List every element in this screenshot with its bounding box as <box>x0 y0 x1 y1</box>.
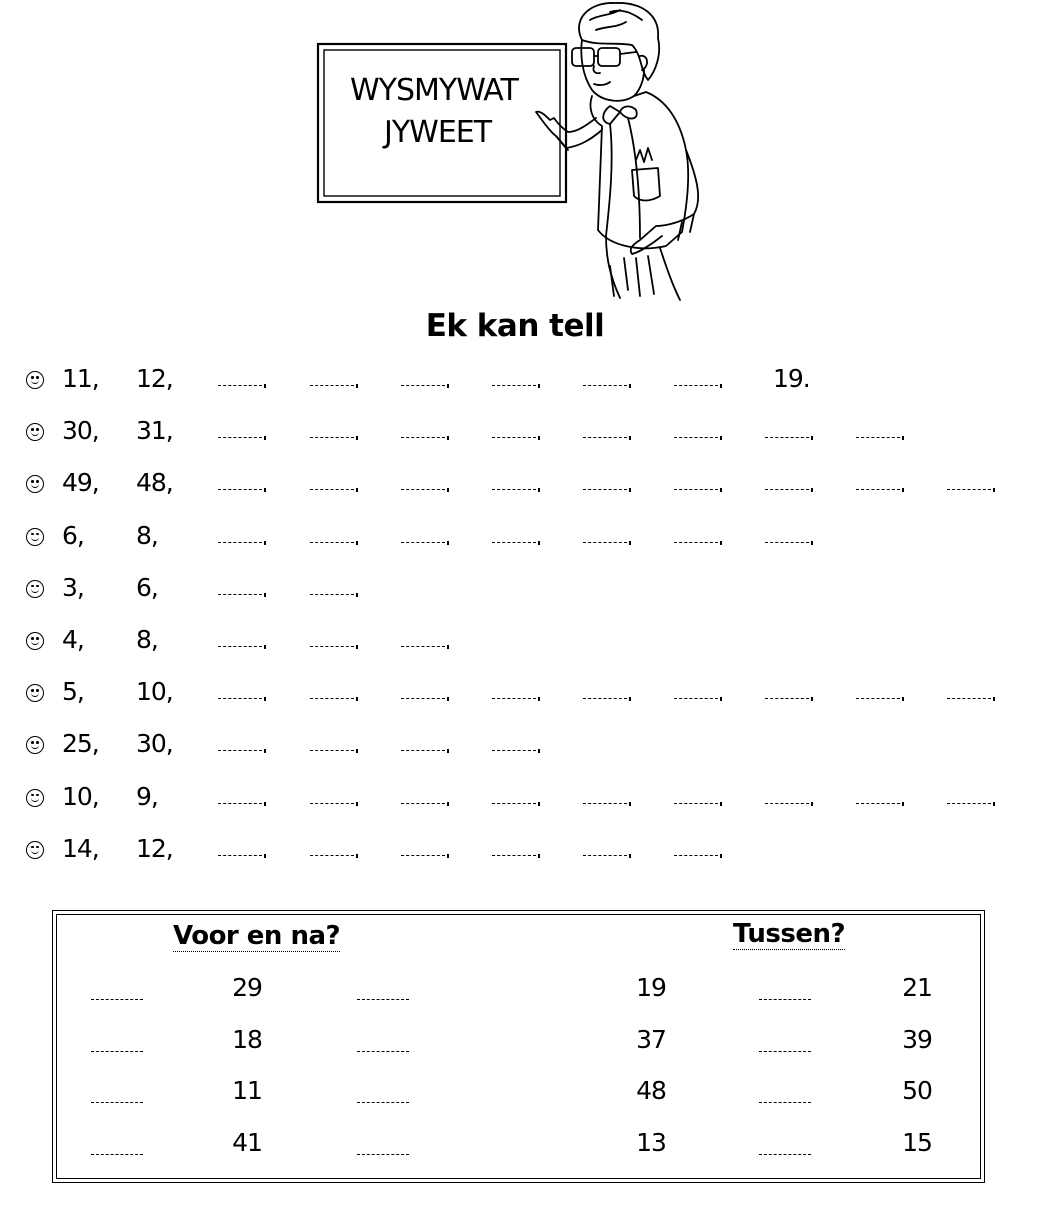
smiley-icon <box>26 841 44 859</box>
answer-blank[interactable] <box>492 803 536 804</box>
answer-blank[interactable] <box>310 698 354 699</box>
answer-blank[interactable] <box>492 698 536 699</box>
worksheet-title: Ek kan tell <box>425 308 605 344</box>
start-number: 6, <box>62 520 84 550</box>
answer-blank[interactable] <box>310 803 354 804</box>
answer-blank[interactable] <box>492 750 536 751</box>
answer-blank[interactable] <box>674 803 718 804</box>
voor-blank[interactable] <box>91 999 143 1000</box>
answer-blank[interactable] <box>856 803 900 804</box>
tussen-blank[interactable] <box>759 1154 811 1155</box>
start-number: 25, <box>62 729 99 759</box>
tussen-right-number: 39 <box>902 1024 932 1054</box>
start-number: 30, <box>62 416 99 446</box>
count-row <box>0 519 1056 559</box>
smiley-icon <box>26 632 44 650</box>
board-line-2: JYWEET <box>384 115 492 150</box>
tussen-blank[interactable] <box>759 999 811 1000</box>
answer-blank[interactable] <box>218 646 262 647</box>
answer-blank[interactable] <box>310 385 354 386</box>
answer-blank[interactable] <box>765 542 809 543</box>
answer-blank[interactable] <box>674 698 718 699</box>
answer-blank[interactable] <box>401 437 445 438</box>
start-number: 11, <box>62 364 99 393</box>
chalkboard <box>318 44 566 202</box>
second-number: 31, <box>136 416 173 446</box>
answer-blank[interactable] <box>583 489 627 490</box>
smiley-icon <box>26 736 44 754</box>
answer-blank[interactable] <box>401 698 445 699</box>
voor-en-na-number: 41 <box>232 1127 262 1157</box>
tussen-left-number: 13 <box>636 1127 666 1157</box>
na-blank[interactable] <box>357 999 409 1000</box>
second-number: 12, <box>136 364 173 393</box>
answer-blank[interactable] <box>310 750 354 751</box>
count-row <box>0 623 1056 663</box>
answer-blank[interactable] <box>218 698 262 699</box>
second-number: 9, <box>136 781 158 811</box>
count-row <box>0 414 1056 454</box>
answer-blank[interactable] <box>310 594 354 595</box>
voor-en-na-tussen-box <box>52 910 985 1183</box>
count-row <box>0 571 1056 611</box>
start-number: 10, <box>62 781 99 811</box>
answer-blank[interactable] <box>583 437 627 438</box>
answer-blank[interactable] <box>674 489 718 490</box>
second-number: 30, <box>136 729 173 759</box>
smiley-icon <box>26 789 44 807</box>
na-blank[interactable] <box>357 1102 409 1103</box>
second-number: 8, <box>136 520 158 550</box>
answer-blank[interactable] <box>583 385 627 386</box>
answer-blank[interactable] <box>583 855 627 856</box>
smiley-icon <box>26 528 44 546</box>
answer-blank[interactable] <box>401 542 445 543</box>
tussen-blank[interactable] <box>759 1051 811 1052</box>
second-number: 10, <box>136 677 173 707</box>
answer-blank[interactable] <box>401 646 445 647</box>
answer-blank[interactable] <box>492 489 536 490</box>
answer-blank[interactable] <box>583 542 627 543</box>
start-number: 4, <box>62 625 84 654</box>
board-line-1: WYSMYWAT <box>350 73 518 108</box>
voor-en-na-number: 18 <box>232 1024 262 1054</box>
count-row <box>0 780 1056 820</box>
box-inner-border <box>56 914 981 1179</box>
count-row <box>0 466 1056 506</box>
answer-blank[interactable] <box>401 803 445 804</box>
smiley-icon <box>26 423 44 441</box>
start-number: 49, <box>62 468 99 498</box>
teacher-illustration <box>310 0 720 305</box>
answer-blank[interactable] <box>583 803 627 804</box>
answer-blank[interactable] <box>310 489 354 490</box>
answer-blank[interactable] <box>674 437 718 438</box>
answer-blank[interactable] <box>218 750 262 751</box>
answer-blank[interactable] <box>401 855 445 856</box>
tussen-left-number: 19 <box>636 973 666 1002</box>
tussen-blank[interactable] <box>759 1102 811 1103</box>
second-number: 12, <box>136 833 173 863</box>
answer-blank[interactable] <box>218 855 262 856</box>
voor-en-na-heading: Voor en na? <box>173 921 341 951</box>
voor-en-na-number: 11 <box>232 1076 262 1105</box>
tussen-right-number: 50 <box>902 1076 932 1105</box>
smiley-icon <box>26 684 44 702</box>
answer-blank[interactable] <box>401 385 445 386</box>
smiley-icon <box>26 475 44 493</box>
smiley-icon <box>26 371 44 389</box>
answer-blank[interactable] <box>765 803 809 804</box>
answer-blank[interactable] <box>492 437 536 438</box>
na-blank[interactable] <box>357 1154 409 1155</box>
voor-en-na-number: 29 <box>232 973 262 1002</box>
answer-blank[interactable] <box>583 698 627 699</box>
answer-blank[interactable] <box>401 750 445 751</box>
answer-blank[interactable] <box>765 489 809 490</box>
smiley-icon <box>26 580 44 598</box>
answer-blank[interactable] <box>947 803 991 804</box>
answer-blank[interactable] <box>218 803 262 804</box>
voor-blank[interactable] <box>91 1154 143 1155</box>
answer-blank[interactable] <box>218 542 262 543</box>
tussen-heading: Tussen? <box>733 919 846 949</box>
answer-blank[interactable] <box>218 489 262 490</box>
answer-blank[interactable] <box>218 385 262 386</box>
answer-blank[interactable] <box>947 698 991 699</box>
tussen-right-number: 15 <box>902 1127 932 1157</box>
answer-blank[interactable] <box>765 698 809 699</box>
answer-blank[interactable] <box>674 542 718 543</box>
answer-blank[interactable] <box>218 437 262 438</box>
answer-blank[interactable] <box>947 489 991 490</box>
na-blank[interactable] <box>357 1051 409 1052</box>
second-number: 6, <box>136 572 158 602</box>
answer-blank[interactable] <box>856 698 900 699</box>
count-row <box>0 832 1056 872</box>
answer-blank[interactable] <box>856 489 900 490</box>
given-end-number: 19. <box>773 364 810 393</box>
answer-blank[interactable] <box>310 542 354 543</box>
answer-blank[interactable] <box>674 855 718 856</box>
answer-blank[interactable] <box>856 437 900 438</box>
voor-blank[interactable] <box>91 1051 143 1052</box>
tussen-left-number: 37 <box>636 1024 666 1054</box>
tussen-right-number: 21 <box>902 973 932 1002</box>
second-number: 8, <box>136 625 158 654</box>
answer-blank[interactable] <box>218 594 262 595</box>
answer-blank[interactable] <box>401 489 445 490</box>
tussen-left-number: 48 <box>636 1076 666 1105</box>
answer-blank[interactable] <box>674 385 718 386</box>
answer-blank[interactable] <box>765 437 809 438</box>
answer-blank[interactable] <box>310 646 354 647</box>
start-number: 14, <box>62 833 99 863</box>
voor-blank[interactable] <box>91 1102 143 1103</box>
answer-blank[interactable] <box>492 542 536 543</box>
start-number: 5, <box>62 677 84 707</box>
answer-blank[interactable] <box>492 385 536 386</box>
answer-blank[interactable] <box>492 855 536 856</box>
count-row <box>0 675 1056 715</box>
count-row <box>0 362 1056 402</box>
answer-blank[interactable] <box>310 437 354 438</box>
answer-blank[interactable] <box>310 855 354 856</box>
second-number: 48, <box>136 468 173 498</box>
count-row <box>0 727 1056 767</box>
start-number: 3, <box>62 572 84 602</box>
